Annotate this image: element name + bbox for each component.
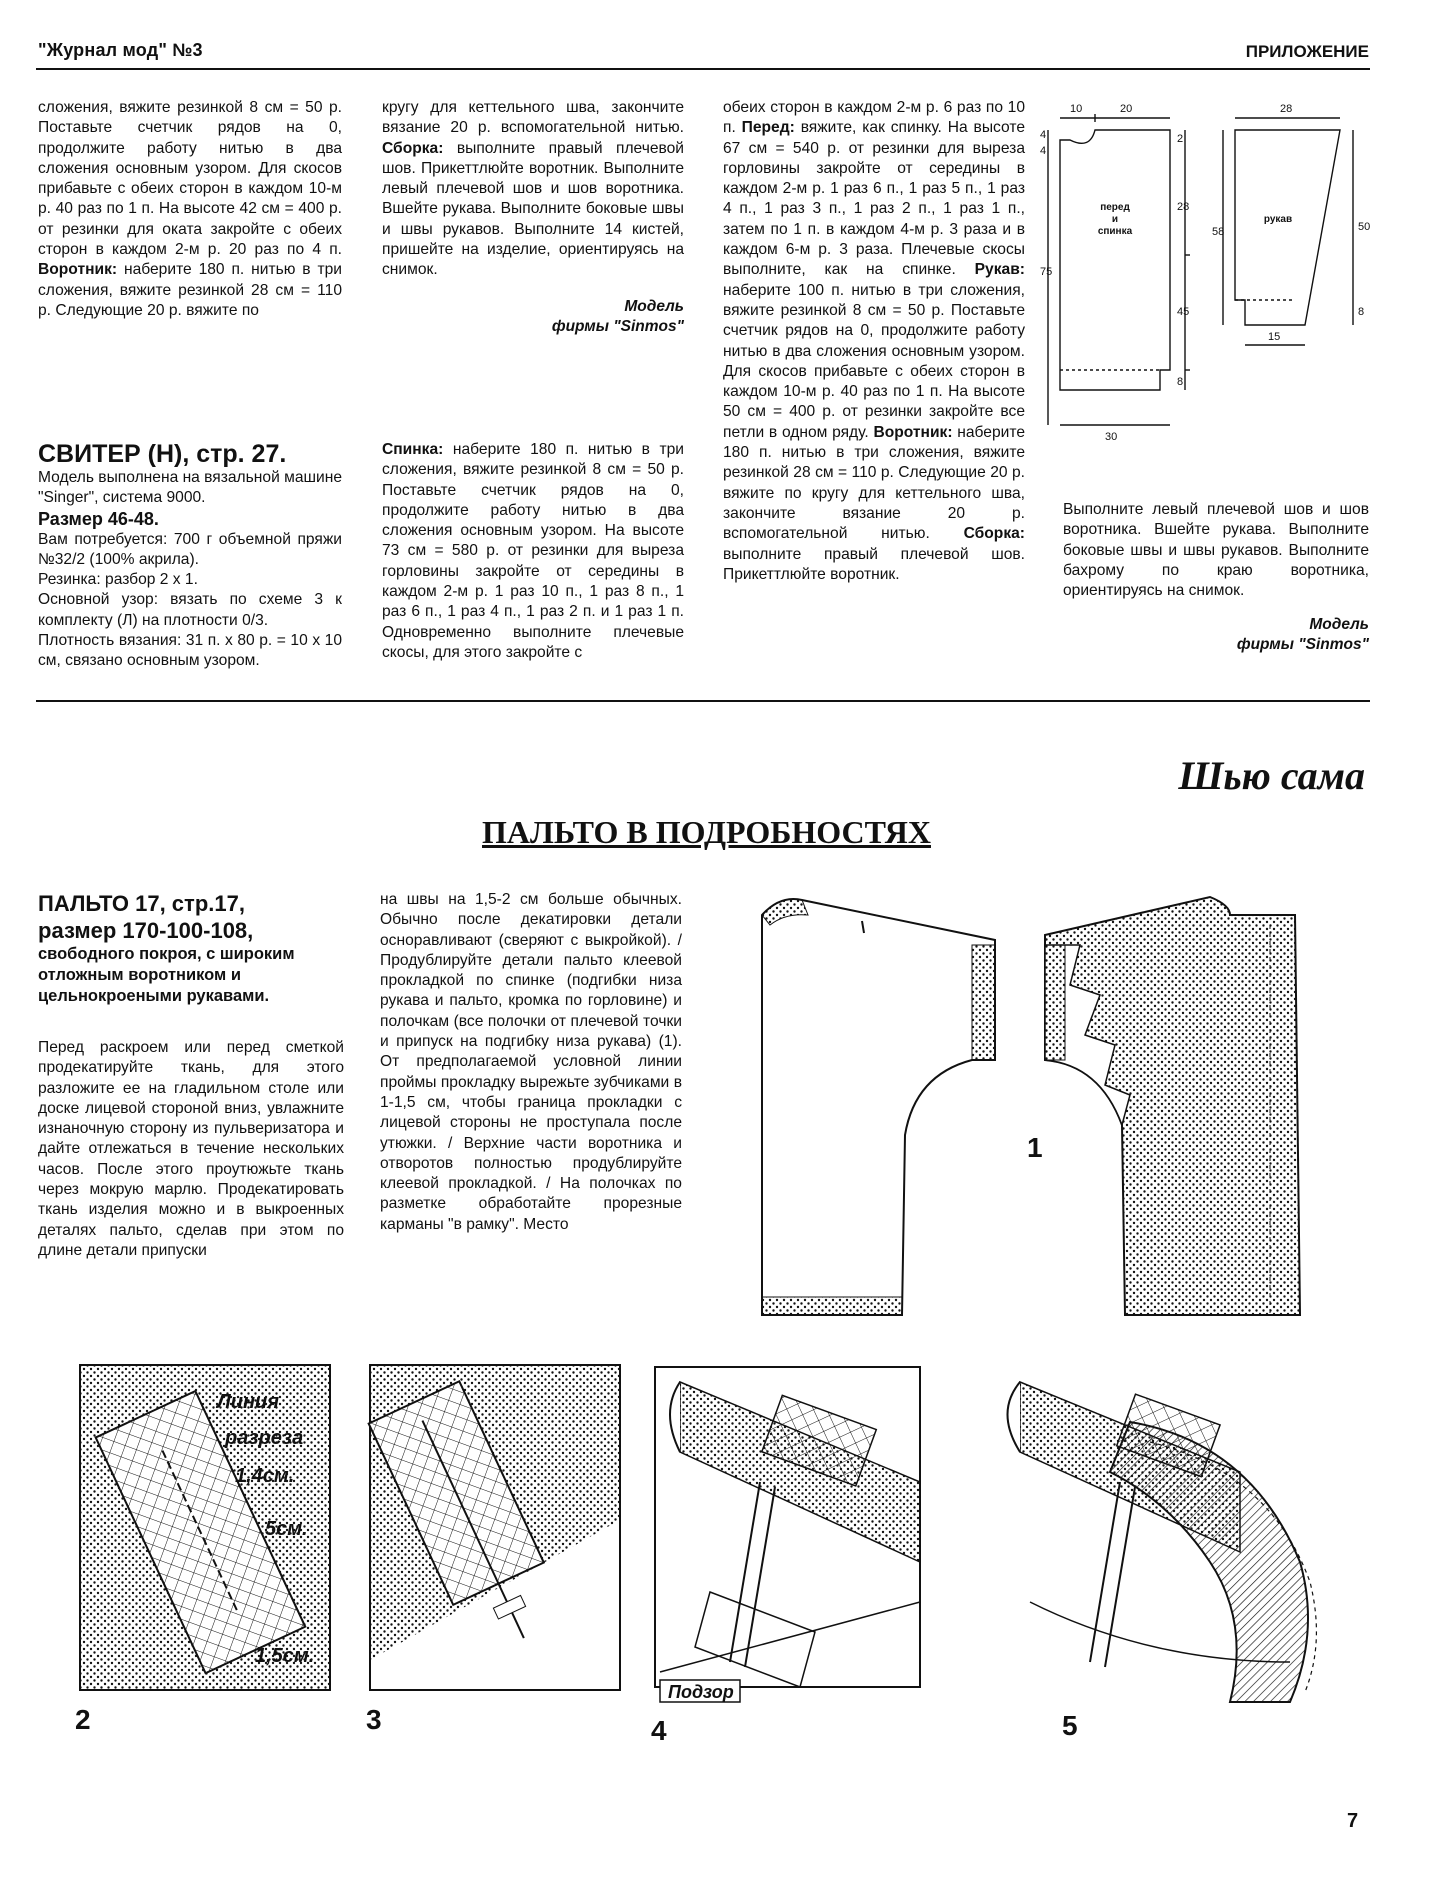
front-label: Перед:	[741, 119, 795, 137]
sleeve-label: Рукав:	[974, 261, 1025, 279]
sweater-title: СВИТЕР (Н), стр. 27.	[38, 440, 287, 468]
sweater-rib: Резинка: разбор 2 х 1.	[38, 571, 198, 589]
coat-col1-text	[38, 1038, 344, 1261]
col4-sig-line1: Модель	[1309, 616, 1369, 634]
sweater-block	[38, 440, 342, 672]
fig4-label: Подзор	[668, 1682, 734, 1702]
fig2-5-label: 5см.	[265, 1518, 308, 1540]
sweater-size: Размер 46-48.	[38, 508, 159, 529]
dim-20: 20	[1120, 103, 1133, 115]
back-label: Спинка:	[382, 441, 444, 458]
coat-col2-text	[380, 890, 682, 1235]
figure-4	[650, 1362, 930, 1707]
dim-8b: 8	[1358, 306, 1365, 318]
figure-1	[740, 885, 1360, 1325]
dim-15: 15	[1268, 331, 1281, 343]
label-and: и	[1111, 214, 1119, 225]
dim-28-side: 28	[1177, 201, 1190, 213]
col1-collar-label: Воротник:	[38, 261, 118, 279]
coat-para1: Перед раскроем или перед сметкой продекатируйте ткань, для этого разложите ее на гладильном столе или доске лицевой стороной вниз, увлажните изнаночную сторону из пульверизатора и дайте отлежаться в течение нескольких часов. После этого проутюжьте ткань через мокрую марлю. Продекатировать ткань изделия можно и в выкроенных деталях пальто, сделав при этом по длине детали припуски	[38, 1039, 344, 1259]
dim-30: 30	[1105, 431, 1118, 443]
col3-assembly-text: выполните правый плечевой шов. Прикеттлюйте воротник.	[723, 545, 1025, 583]
col3-assembly-label: Сборка:	[963, 525, 1025, 543]
magazine-title: "Журнал мод" №3	[38, 40, 203, 60]
col3-paragraph: обеих сторон в каждом 2-м р. 6 раз по 10 п.	[723, 99, 1025, 137]
dim-8: 8	[1177, 376, 1184, 388]
page-number: 7	[1347, 1810, 1359, 1832]
col2-assembly-label: Сборка:	[382, 139, 444, 157]
dim-4a: 4	[1040, 129, 1047, 141]
sweater-schematic	[1040, 100, 1380, 450]
col4-signature	[1063, 615, 1369, 655]
back-text: наберите 180 п. нитью в три сложения, вяжите резинкой 8 см = 50 р. Поставьте счетчик рядов на 0, продолжите работу нитью в два сложения основным узором. На высоте 73 см = 580 р. от резинки для выреза горловины закройте от середины в каждом 2-м р. 1 раз 10 п., 1 раз 8 п., 1 раз 6 п., 1 раз 4 п., 1 раз 2 п. и 1 раз 1 п. Одновременно выполните плечевые скосы, для этого закройте с	[382, 441, 684, 661]
section-label: ПРИЛОЖЕНИЕ	[1245, 42, 1369, 61]
dim-2: 2	[1177, 133, 1184, 145]
col2-signature	[382, 297, 684, 337]
dim-58: 58	[1212, 226, 1225, 238]
front-text: вяжите, как спинку. На высоте 67 см = 540 р. от резинки для выреза горловины закройте от середины в каждом 2-м р. 1 раз 6 п., 1 раз 5 п., 1 раз 4 п., 1 раз 3 п., 1 раз 2 п., 1 раз 1 п., затем по 1 п. в каждом 4-м р. 3 раза и в каждом 6-м р. 3 раза. Плечевые скосы выполните, как на спинке.	[723, 119, 1025, 279]
fig2-line-label: Линия	[217, 1391, 280, 1413]
figure-5	[990, 1362, 1355, 1707]
label-back: спинка	[1097, 226, 1133, 237]
fig2-cut-label: разреза	[225, 1427, 304, 1449]
col2-top-text	[382, 98, 684, 337]
col1-collar-text: наберите 180 п. нитью в три сложения, вяжите резинкой 28 см = 110 р. Следующие 20 р. вяжите по	[38, 261, 342, 319]
fig3-number: 3	[366, 1704, 382, 1735]
fig1-number: 1	[1027, 1132, 1043, 1163]
sleeve-text: наберите 100 п. нитью в три сложения, вяжите резинкой 8 см = 50 р. Поставьте счетчик рядов на 0, продолжите работу нитью в два сложения основным узором. Для скосов прибавьте с обеих сторон в каждом 10-м р. 40 раз по 1 п. На высоте 50 см = 400 р. от резинки закройте все петли в одном ряду.	[723, 281, 1025, 441]
sweater-pattern: Основной узор: вязать по схеме 3 к комплекту (Л) на плотности 0/3.	[38, 591, 342, 629]
figure-2	[75, 1360, 345, 1695]
coat-heading-1: ПАЛЬТО 17, стр.17,	[38, 891, 245, 916]
fig2-number: 2	[75, 1704, 91, 1735]
col3-collar-text: наберите 180 п. нитью в три сложения, вяжите резинкой 28 см = 110 р. Следующие 20 р. вяжите по кругу для кеттельного шва, закончите вязание 20 р. вспомогательной нитью.	[723, 423, 1025, 543]
dim-4b: 4	[1040, 145, 1047, 157]
fig2-14-label: 1,4см.	[235, 1465, 295, 1487]
coat-para2: на швы на 1,5-2 см больше обычных. Обычно после декатировки детали осноравливают (сверяют с выкройкой). / Продублируйте детали пальто клеевой прокладкой по спинке (подгибки низа рукава и пальто, кромка по горловине) и полочкам (все полочки от плечевой точки и припуск на подгибку низа рукава) (1). От предполагаемой условной линии проймы прокладку вырежьте зубчиками в 1-1,5 см, чтобы граница прокладки с лицевой стороны не проступала после утюжки. / Верхние части воротника и отворотов полностью продублируйте клеевой прокладкой. / На полочках по разметке обработайте прорезные карманы "в рамку". Место	[380, 891, 682, 1233]
col4-paragraph: Выполните левый плечевой шов и шов воротника. Вшейте рукава. Выполните боковые швы и швы рукавов. Выполните бахрому по краю воротника, ориентируясь на снимок.	[1063, 501, 1369, 600]
label-sleeve: рукав	[1263, 214, 1293, 225]
fig4-number: 4	[651, 1715, 667, 1746]
dim-75: 75	[1040, 266, 1053, 278]
label-front: перед	[1100, 202, 1130, 213]
coat-subheading: свободного покроя, с широким отложным воротником и цельнокроеными рукавами.	[38, 945, 295, 1005]
figure-3	[365, 1360, 625, 1695]
col3-text	[723, 98, 1025, 585]
col3-collar-label: Воротник:	[873, 423, 953, 441]
col1-paragraph: сложения, вяжите резинкой 8 см = 50 р. Поставьте счетчик рядов на 0, продолжите работу нитью в два сложения основным узором. Для скосов прибавьте с обеих сторон в каждом 10-м р. 40 раз по 1 п. На высоте 42 см = 400 р. от резинки для оката закройте с обеих сторон в каждом 2-м р. 20 раз по 4 п.	[38, 99, 342, 259]
col4-text	[1063, 500, 1369, 655]
fig5-number: 5	[1062, 1710, 1078, 1741]
sweater-materials: Вам потребуется: 700 г объемной пряжи №32/2 (100% акрила).	[38, 530, 342, 568]
section-rule	[36, 700, 1370, 702]
col2-assembly-text: выполните правый плечевой шов. Прикеттлюйте воротник. Выполните левый плечевой шов и шов воротника. Вшейте рукава. Выполните боковые швы и швы рукавов. Выполните 14 кистей, пришейте на изделие, ориентируясь на снимок.	[382, 139, 684, 279]
col1-top-text	[38, 98, 342, 321]
dim-10: 10	[1070, 103, 1083, 115]
header-rule	[36, 68, 1370, 70]
coat-heading-block	[38, 890, 344, 1007]
col4-sig-line2: фирмы "Sinmos"	[1236, 636, 1369, 654]
article-title: ПАЛЬТО В ПОДРОБНОСТЯХ	[482, 814, 931, 850]
sweater-model: Модель выполнена на вязальной машине "Singer", система 9000.	[38, 469, 343, 507]
col2-paragraph: кругу для кеттельного шва, закончите вязание 20 р. вспомогательной нитью.	[382, 99, 684, 137]
fig2-15-label: 1,5см.	[255, 1645, 315, 1667]
coat-heading-2: размер 170-100-108,	[38, 918, 254, 943]
sweater-density: Плотность вязания: 31 п. х 80 р. = 10 х 10 см, связано основным узором.	[38, 632, 342, 670]
dim-45: 45	[1177, 306, 1190, 318]
col2-sig-line1: Модель	[624, 297, 684, 315]
col2-mid-text	[382, 440, 684, 663]
dim-28-top: 28	[1280, 103, 1293, 115]
col2-sig-line2: фирмы "Sinmos"	[551, 317, 684, 335]
rubric-title: Шью сама	[1178, 753, 1365, 798]
dim-50: 50	[1358, 221, 1371, 233]
